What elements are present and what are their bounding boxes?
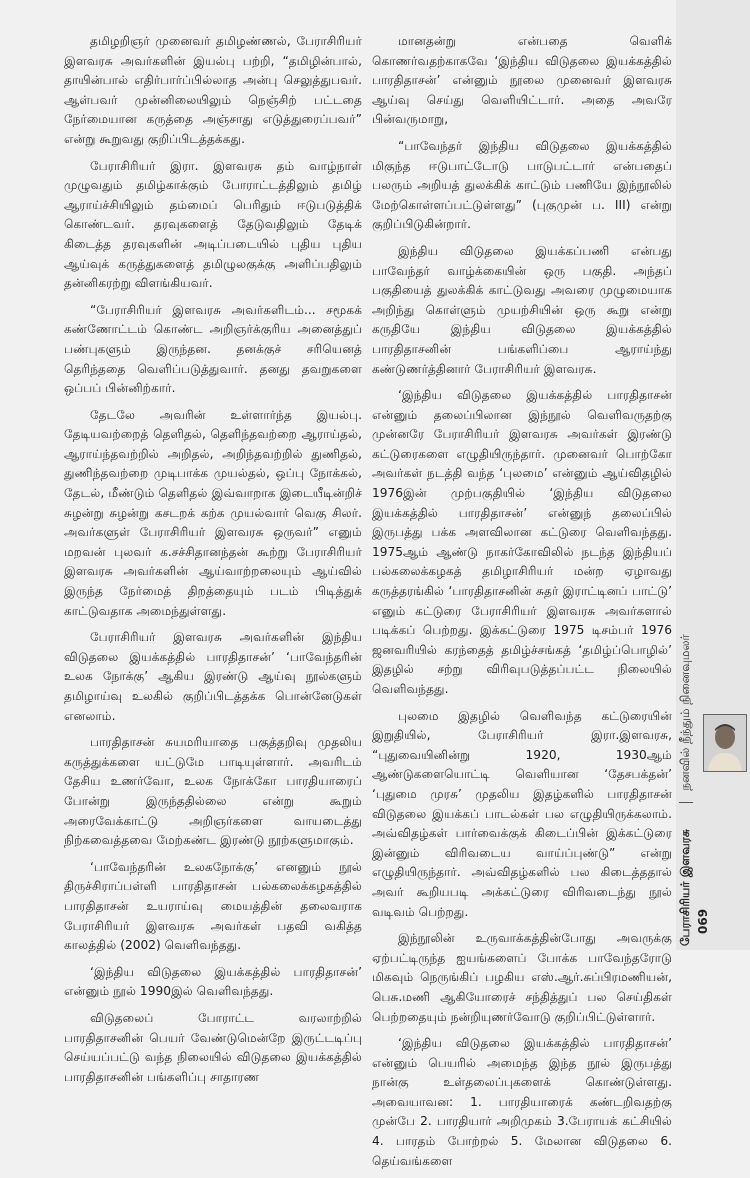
paragraph: ‘இந்திய விடுதலை இயக்கத்தில் பாரதிதாசன்’ என்னும் நூல் 1990இல் வெளிவந்தது. xyxy=(64,964,362,999)
right-column xyxy=(372,32,672,1178)
left-column xyxy=(64,32,362,1094)
author-photo xyxy=(703,714,747,772)
paragraph: “பாவேந்தர் இந்திய விடுதலை இயக்கத்தில் மிகுந்த ஈடுபாட்டோடு பாடுபட்டார் என்பதைப் பலரும் அறியத் துலக்கிக் காட்டும் பணியே இந்நூலில் மேற்கொள்ளப்பட்டுள்ளது” (புகுமுன் ப. III) என்று குறிப்பிடுகின்றார். xyxy=(372,138,672,232)
divider xyxy=(679,802,693,803)
paragraph: விடுதலைப் போராட்ட வரலாற்றில் பாரதிதாசனின் பெயர் வேண்டுமென்றே இருட்டடிப்பு செய்யப்பட்டு வந்த நிலையில் விடுதலை இயக்கத்தில் பாரதிதாசனின் பங்களிப்பு சாதாரண xyxy=(64,1010,362,1084)
paragraph: ‘இந்திய விடுதலை இயக்கத்தில் பாரதிதாசன் என்னும் தலைப்பிலான இந்நூல் வெளிவருதற்கு முன்னரே பேராசிரியர் இளவரசு அவர்கள் இரண்டு கட்டுரைகளை எழுதியிருந்தார். முனைவர் பொற்கோ அவர்கள் நடத்தி வந்த ‘புலமை’ என்னும் ஆய்விதழில் 1976இன் முற்பகுதியில் ‘இந்திய விடுதலை இயக்கத்தில் பாரதிதாசன்’ என்னுந் தலைப்பில் இருபத்து பக்க அளவிலான கட்டுரை வெளிவந்தது. 1975ஆம் ஆண்டு நாகர்கோவிலில் நடந்த இந்தியப் பல்கலைக்கழகத் தமிழாசிரியர் மன்ற ஏழாவது கருத்தரங்கில் ‘பாரதிதாசனின் சுதர் இராட்டினப் பாட்டு’ எனும் கட்டுரை பேராசிரியர் இளவரசு அவர்களால் படிக்கப் பெற்றது. இக்கட்டுரை 1975 டிசம்பர் 1976 ஜனவரியில் கரந்தைத் தமிழ்ச்சங்கத் ‘தமிழ்ப்பொழில்’ இதழில் சற்று விரிவுபடுத்தப்பட்ட நிலையில் வெளிவந்தது. xyxy=(372,388,672,696)
paragraph: பாரதிதாசன் சுயமரியாதை பகுத்தறிவு முதலிய கருத்துக்களை யட்டுமே பாடியுள்ளார். அவரிடம் தேசிய உணர்வோ, உலக நோக்கோ பாரதியாரைப் போன்று இருந்ததில்லை என்று கூறும் அரைவேக்காட்டு அறிஞர்களை வாயடைத்து நிற்கவைத்தவை மேற்கண்ட இரண்டு நூற்களுமாகும். xyxy=(64,735,362,848)
paragraph: பேராசிரியர் இரா. இளவரசு தம் வாழ்நாள் முழுவதும் தமிழ்காக்கும் போராட்டத்திலும் தமிழ் ஆராய்ச்சியிலும் தம்மைப் பெரிதும் ஈடுபடுத்திக் கொண்டவர். தரவுகளைத் தேடுவதிலும் தேடிக் கிடைத்த தரவுகளின் அடிப்படையில் புதிய புதிய ஆய்வுக் கருத்துகளைத் தமிழுலகுக்கு அளிப்பதிலும் தன்னிகரற்று விளங்கியவர். xyxy=(64,158,362,291)
running-header-title: பேராசிரியர் இளவரசு xyxy=(678,829,692,946)
running-header xyxy=(678,286,694,946)
paragraph: புலமை இதழில் வெளிவந்த கட்டுரையின் இறுதியில், பேராசிரியர் இரா.இளவரசு, “புதுவையினின்று 1920, 1930ஆம் ஆண்டுகளையொட்டி வெளியான ‘தேசபக்தன்’ ‘புதுமை முரசு’ முதலிய இதழ்களில் பாரதிதாசன் விடுதலை இயக்கப் பாடல்கள் பல எழுதியிருக்கலாம். அவ்விதழ்கள் பார்வைக்குக் கிடைப்பின் இக்கட்டுரை இன்னும் விரிவடைய வாய்ப்புண்டு” என்று எழுதியிருந்தார். அவ்விதழ்களில் பல கிடைத்ததால் அவர் கூறியபடி அக்கட்டுரை விரிவடைந்து நூல் வடிவம் பெற்றது. xyxy=(372,708,672,919)
paragraph: இந்நூலின் உருவாக்கத்தின்போது அவருக்கு ஏற்பட்டிருந்த ஐயங்களைப் போக்க பாவேந்தரோடு மிகவும் நெருங்கிப் பழகிய எஸ்.ஆர்.சுப்பிரமணியன், பெசு.மணி ஆகியோரைச் சந்தித்துப் பல செய்திகள் பெற்றதையும் நன்றியுணர்வோடு குறிப்பிட்டுள்ளார். xyxy=(372,931,672,1024)
paragraph: ‘இந்திய விடுதலை இயக்கத்தில் பாரதிதாசன்’ என்னும் பெயரில் அமைந்த இந்த நூல் இருபத்து நான்கு உள்தலைப்புகளைக் கொண்டுள்ளது. அவையாவன: 1. பாரதியாரைக் கண்டறிவதற்கு முன்பே 2. பாரதியார் அறிமுகம் 3.பேராயக் கட்சியில் 4. பாரதம் போற்றல் 5. மேலான விடுதலை 6. தெய்வங்களை xyxy=(372,1036,672,1168)
paragraph: “பேராசிரியர் இளவரசு அவர்களிடம்... சமூகக் கண்ணோட்டம் கொண்ட அறிஞர்க்குரிய அனைத்துப் பண்புகளும் இருந்தன. தனக்குச் சரியெனத் தெரிந்ததை வெளிப்படுத்துவார். தனது தவறுகளை ஒப்பப் பின்னிற்கார். xyxy=(64,302,362,396)
page-number: 069 xyxy=(696,908,710,934)
portrait-icon xyxy=(704,715,746,771)
paragraph: தேடலே அவரின் உள்ளார்ந்த இயல்பு. தேடியவற்றைத் தெளிதல், தெளிந்தவற்றை ஆராய்தல், ஆராய்ந்தவற்றில் அறிதல், அறிந்தவற்றில் துணிதல், துணிந்தவற்றை முடிபாக்க முயல்தல், ஒப்பு நோக்கல், தேடல், மீண்டும் தெளிதல் இவ்வாறாக இடையீடின்றிச் சுழன்று சுழன்று கசடறக் கற்க முயல்வார் வெகு சிலர். அவர்களுள் பேராசிரியர் இளவரசு ஒருவர்” எனும் மறவன் புலவர் க.சச்சிதானந்தன் கூற்று பேராசிரியர் இளவரசு அவர்களின் ஆய்வாற்றலையும் ஆய்வில் இருந்த நேர்மைத் திறத்தையும் படம் பிடித்துக் காட்டுவதாக அமைந்துள்ளது. xyxy=(64,407,362,618)
paragraph: இந்திய விடுதலை இயக்கப்பணி என்பது பாவேந்தர் வாழ்க்கையின் ஒரு பகுதி. அந்தப் பகுதியைத் துலக்கிக் காட்டுவது அவரை முழுமையாக அறிந்து கொள்ளும் முயற்சியின் ஒரு கூறு என்று கருதியே இந்திய விடுதலை இயக்கத்தில் பாரதிதாசனின் பங்களிப்பை ஆராய்ந்து கண்டுணர்த்தினார் பேராசிரியர் இளவரசு. xyxy=(372,243,672,376)
paragraph: ‘பாவேந்தரின் உலகநோக்கு’ எனனும் நூல் திருச்சிராப்பள்ளி பாரதிதாசன் பல்கலைக்கழகத்தில் பாரதிதாசன் உயராய்வு மையத்தின் தலைவராக பேராசிரியர் இளவரசு அவர்கள் பதவி வகித்த காலத்தில் (2002) வெளிவந்தது. xyxy=(64,859,362,953)
paragraph: மானதன்று என்பதை வெளிக் கொணர்வதற்காகவே ‘இந்திய விடுதலை இயக்கத்தில் பாரதிதாசன்’ என்னும் நூலை முனைவர் இளவரசு ஆய்வு செய்து வெளியிட்டார். அதை அவரே பின்வருமாறு, xyxy=(372,34,672,127)
paragraph: பேராசிரியர் இளவரசு அவர்களின் இந்திய விடுதலை இயக்கத்தில் பாரதிதாசன்’ ‘பாவேந்தரின் உலக நோக்கு’ ஆகிய இரண்டு ஆய்வு நூல்களும் தமிழாய்வு உலகில் குறிப்பிடத்தக்க பொன்னேடுகள் எனலாம். xyxy=(64,630,362,723)
running-header-subtitle: நனவில் நீந்தும் நினைவுமலர் xyxy=(678,634,692,791)
paragraph: தமிழறிஞர் முனைவர் தமிழண்ணல், பேராசிரியர் இளவரசு அவர்களின் இயல்பு பற்றி, “தமிழின்பால், தாயின்பால் எதிர்பார்ப்பில்லாத அன்பு செலுத்துபவர். ஆள்பவர் முன்னிலையிலும் நெஞ்சிற் பட்டதை நேர்மையான கருத்தை அஞ்சாது எடுத்துரைப்பவர்” என்று கூறுவது குறிப்பிடத்தக்கது. xyxy=(64,34,362,146)
